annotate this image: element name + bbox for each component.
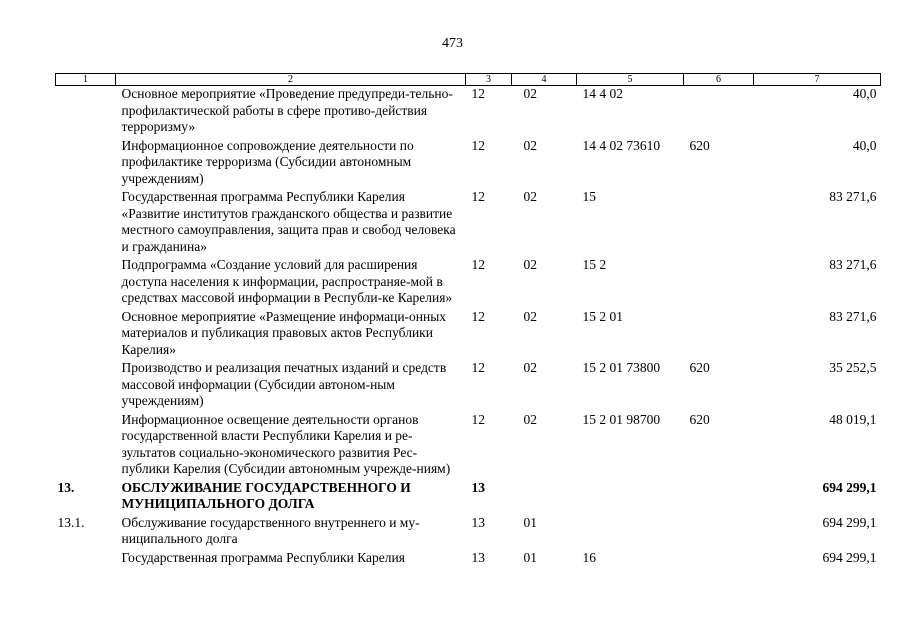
row-subsection	[512, 480, 577, 515]
row-amount: 694 299,1	[822, 514, 877, 530]
row-expense-type	[684, 189, 754, 257]
row-target-article: 15 2 01 73800	[582, 360, 661, 375]
row-name: Государственная программа Республики Карелия «Развитие институтов гражданского общества и развитие местного самоуправления, защита прав и свобод человека и гражданина»	[121, 189, 456, 254]
header-row	[56, 74, 881, 86]
row-section: 12	[471, 308, 485, 324]
row-subsection: 02	[523, 257, 537, 272]
row-subsection: 02	[523, 189, 537, 204]
header-col-4: 4	[512, 74, 577, 86]
row-subsection: 01	[523, 514, 537, 530]
table-body	[56, 86, 881, 569]
row-expense-type	[684, 257, 754, 309]
row-expense-type	[684, 480, 754, 515]
table-row	[56, 412, 881, 480]
row-expense-type: 620	[689, 411, 710, 427]
row-number	[56, 550, 116, 569]
row-name: Производство и реализация печатных изданий и средств массовой информации (Субсидии автоном-ным учреждениям)	[121, 360, 447, 408]
row-number	[56, 138, 116, 190]
row-name: Обслуживание государственного внутреннего и му-ниципального долга	[121, 514, 420, 546]
table-row	[56, 550, 881, 569]
row-target-article: 14 4 02	[582, 86, 623, 101]
row-amount: 40,0	[852, 86, 877, 101]
row-number	[56, 189, 116, 257]
header-col-2: 2	[116, 74, 466, 86]
row-number	[56, 86, 116, 138]
table-header	[56, 74, 881, 86]
row-target-article: 15 2 01	[582, 308, 623, 324]
row-name: Информационное освещение деятельности органов государственной власти Республики Карелия и ре-зультатов социально-экономического развития Рес-публики Карелия (Субсидии автономным учрежде-ниям)	[121, 411, 451, 476]
row-expense-type	[684, 550, 754, 569]
row-subsection: 02	[523, 411, 537, 427]
row-number	[56, 412, 116, 480]
row-section: 12	[471, 189, 485, 204]
row-name: Основное мероприятие «Размещение информаци-онных материалов и публикация правовых актов Республики Карелия»	[121, 308, 447, 357]
row-expense-type	[684, 309, 754, 361]
row-name: Основное мероприятие «Проведение предупреди-тельно-профилактической работы в сфере противо-действия терроризму»	[121, 86, 453, 134]
row-amount: 35 252,5	[829, 360, 877, 375]
row-amount: 48 019,1	[829, 411, 877, 427]
table-row	[56, 138, 881, 190]
row-target-article: 15 2	[582, 257, 607, 272]
row-section: 13	[471, 549, 485, 565]
row-target-article: 15 2 01 98700	[582, 411, 661, 427]
row-target-article: 15	[582, 189, 596, 204]
row-target-article	[577, 515, 684, 550]
header-col-1: 1	[56, 74, 116, 86]
row-amount: 83 271,6	[829, 308, 877, 324]
table-row	[56, 480, 881, 515]
table-row	[56, 309, 881, 361]
table-row	[56, 86, 881, 138]
row-amount: 694 299,1	[822, 479, 877, 495]
row-section: 12	[471, 360, 485, 375]
row-amount: 694 299,1	[822, 549, 877, 565]
row-section: 12	[471, 86, 485, 101]
row-section: 13	[471, 514, 485, 530]
row-expense-type: 620	[689, 360, 710, 375]
row-name: Подпрограмма «Создание условий для расширения доступа населения к информации, распространяе-мой в средствах массовой информации в Республи-ке Карелия»	[121, 257, 453, 305]
row-subsection: 01	[523, 549, 537, 565]
row-name: ОБСЛУЖИВАНИЕ ГОСУДАРСТВЕННОГО И МУНИЦИПАЛЬНОГО ДОЛГА	[121, 479, 411, 511]
header-col-6: 6	[684, 74, 754, 86]
row-number	[56, 309, 116, 361]
row-subsection: 02	[523, 137, 537, 153]
row-target-article	[577, 480, 684, 515]
row-section: 13	[471, 479, 485, 495]
row-target-article: 14 4 02 73610	[582, 137, 661, 153]
row-amount: 40,0	[852, 137, 877, 153]
row-expense-type	[684, 86, 754, 138]
table-row	[56, 189, 881, 257]
header-col-7: 7	[754, 74, 881, 86]
row-amount: 83 271,6	[829, 257, 877, 272]
row-expense-type	[684, 515, 754, 550]
row-target-article: 16	[582, 549, 596, 565]
row-number: 13.	[57, 479, 75, 495]
row-name: Государственная программа Республики Карелия	[121, 549, 405, 565]
header-col-5: 5	[577, 74, 684, 86]
row-subsection: 02	[523, 308, 537, 324]
header-col-3: 3	[466, 74, 512, 86]
row-amount: 83 271,6	[829, 189, 877, 204]
budget-table	[55, 73, 881, 568]
row-number: 13.1.	[57, 514, 85, 530]
row-expense-type: 620	[689, 137, 710, 153]
table-row	[56, 360, 881, 412]
row-subsection: 02	[523, 86, 537, 101]
table-row	[56, 257, 881, 309]
row-number	[56, 360, 116, 412]
row-name: Информационное сопровождение деятельности по профилактике терроризма (Субсидии автономным учреждениям)	[121, 137, 414, 186]
row-subsection: 02	[523, 360, 537, 375]
row-number	[56, 257, 116, 309]
row-section: 12	[471, 411, 485, 427]
row-section: 12	[471, 137, 485, 153]
page-number: 473	[442, 36, 463, 51]
table-row	[56, 515, 881, 550]
row-section: 12	[471, 257, 485, 272]
